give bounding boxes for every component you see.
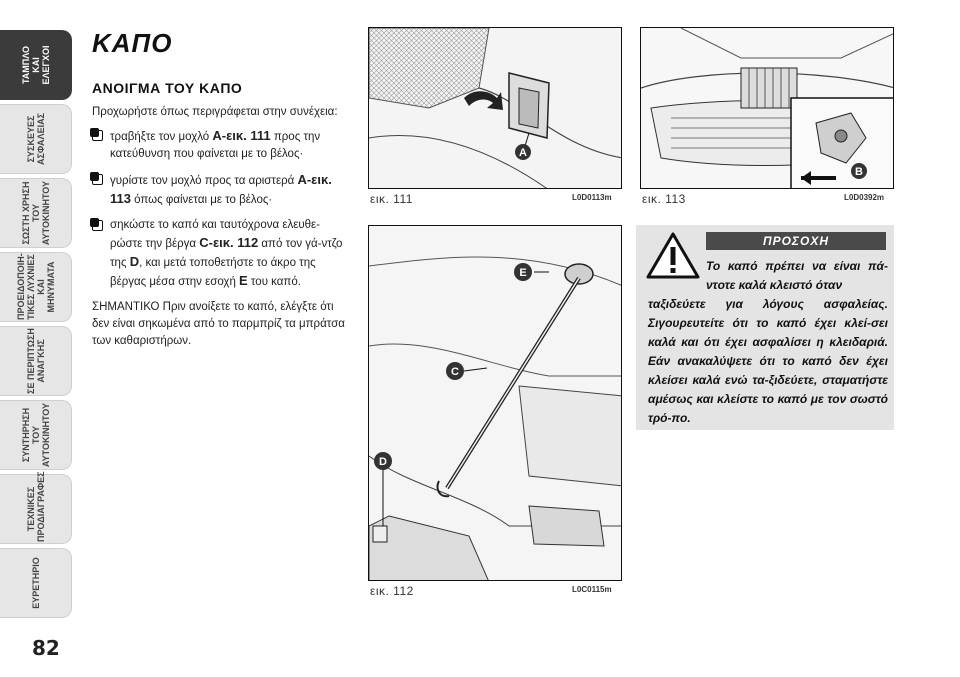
figure-reference: A-εικ. 113 — [110, 172, 332, 206]
part-reference: D — [129, 254, 140, 269]
warning-header: ΠΡΟΣΟΧΗ — [706, 232, 886, 250]
tab-emergency[interactable] — [0, 326, 72, 396]
part-reference: E — [239, 273, 248, 288]
bullet-text: όπως φαίνεται με το βέλος· — [130, 194, 273, 206]
warning-text — [648, 257, 888, 428]
list-item — [92, 171, 348, 209]
intro-text: Προχωρήστε όπως περιγράφεται στην συνέχεια: — [92, 106, 338, 118]
warning-text-rest: ταξιδεύετε για λόγους ασφαλείας. Σιγουρευτείτε ότι το καπό έχει κλεί-σει καλά και ότι έχει ασφαλίσει η κλειδαριά. Εάν ανακαλύψετε ότι το καπό δεν έχει κλείσει καλά ενώ τα-ξιδεύετε, σταματήστε αμέσως και κλείστε το καπό με τον σωστό τρό-πο. — [648, 297, 888, 425]
tab-label: ΣΥΣΚΕΥΕΣ ΑΣΦΑΛΕΙΑΣ — [25, 113, 46, 165]
figure-code: L0C0115m — [572, 585, 612, 594]
figure-code: L0D0113m — [572, 193, 612, 202]
bullet-text: προς την κατεύθυνση που φαίνεται με το βέλος· — [110, 131, 321, 160]
callout-label-e: E — [519, 267, 527, 279]
figure-caption: εικ. 113 — [642, 192, 686, 206]
figure-113-image — [640, 27, 894, 189]
figure-caption: εικ. 111 — [370, 192, 413, 206]
tab-index[interactable] — [0, 548, 72, 618]
tab-label: ΣΥΝΤΗΡΗΣΗ ΤΟΥ ΑΥΤΟΚΙΝΗΤΟΥ — [20, 402, 51, 468]
page-number: 82 — [32, 636, 60, 660]
bullet-text: του καπό. — [247, 276, 301, 288]
list-item — [92, 127, 348, 163]
tab-safety-devices[interactable] — [0, 104, 72, 174]
hood-release-lever-illustration — [369, 28, 622, 189]
callout-label-c: C — [451, 366, 459, 378]
page-title: ΚΑΠΟ — [92, 28, 173, 58]
warning-box — [636, 225, 894, 430]
checkbox-bullet-icon — [92, 220, 103, 231]
tab-label: ΣΩΣΤΗ ΧΡΗΣΗ ΤΟΥ ΑΥΤΟΚΙΝΗΤΟΥ — [20, 180, 51, 246]
tab-label: ΣΕ ΠΕΡΙΠΤΩΣΗ ΑΝΑΓΚΗΣ — [25, 328, 46, 394]
figure-reference: C-εικ. 112 — [199, 235, 259, 250]
tab-dashboard-controls[interactable] — [0, 30, 72, 100]
section-title: ΑΝΟΙΓΜΑ ΤΟΥ ΚΑΠΟ — [92, 80, 243, 96]
tab-label: ΠΡΟΕΙΔΟΠΟΙΗ- ΤΙΚΕΣ ΛΥΧΝΙΕΣ ΚΑΙ ΜΗΝΥΜΑΤΑ — [15, 253, 56, 320]
bullet-text: , και μετά τοποθετήστε το άκρο της βέργας μέσα στην εσοχή — [110, 257, 316, 288]
note-text: ΣΗΜΑΝΤΙΚΟ Πριν ανοίξετε το καπό, ελέγξτε ότι δεν είναι σηκωμένα από το παρμπρίζ τα μπράτσα των καθαριστήρων. — [92, 301, 345, 347]
hood-latch-illustration — [641, 28, 894, 189]
checkbox-bullet-icon — [92, 130, 103, 141]
tab-correct-use[interactable] — [0, 178, 72, 248]
tab-maintenance[interactable] — [0, 400, 72, 470]
bullet-text: από τον γά-ντζο της — [110, 238, 343, 269]
callout-label-d: D — [379, 456, 387, 468]
figure-111-image — [368, 27, 622, 189]
checkbox-bullet-icon — [92, 174, 103, 185]
body-text — [92, 104, 348, 356]
bullet-text: τραβήξτε τον μοχλό — [110, 131, 213, 143]
callout-label-b: B — [855, 166, 863, 178]
figure-code: L0D0392m — [844, 193, 885, 202]
bullet-text: σηκώστε το καπό και ταυτόχρονα ελευθε-ρώστε την βέργα — [110, 219, 320, 250]
tab-label: ΤΕΧΝΙΚΕΣ ΠΡΟΔΙΑΓΡΑΦΕΣ — [25, 471, 46, 542]
bullet-text: γυρίστε τον μοχλό προς τα αριστερά — [110, 175, 298, 187]
tab-warning-lights[interactable] — [0, 252, 72, 322]
figure-112-image — [368, 225, 622, 581]
warning-text-first: Το καπό πρέπει να είναι πά-ντοτε καλά κλειστό όταν — [706, 259, 888, 292]
hood-prop-rod-illustration — [369, 226, 622, 581]
figure-caption: εικ. 112 — [370, 584, 414, 598]
tab-label: ΤΑΜΠΛΟ ΚΑΙ ΕΛΕΓΧΟΙ — [20, 45, 51, 85]
tab-label: ΕΥΡΕΤΗΡΙΟ — [30, 557, 41, 609]
list-item — [92, 217, 348, 291]
tab-technical-specs[interactable] — [0, 471, 72, 544]
callout-label-a: A — [519, 147, 527, 159]
figure-reference: A-εικ. 111 — [212, 128, 271, 143]
